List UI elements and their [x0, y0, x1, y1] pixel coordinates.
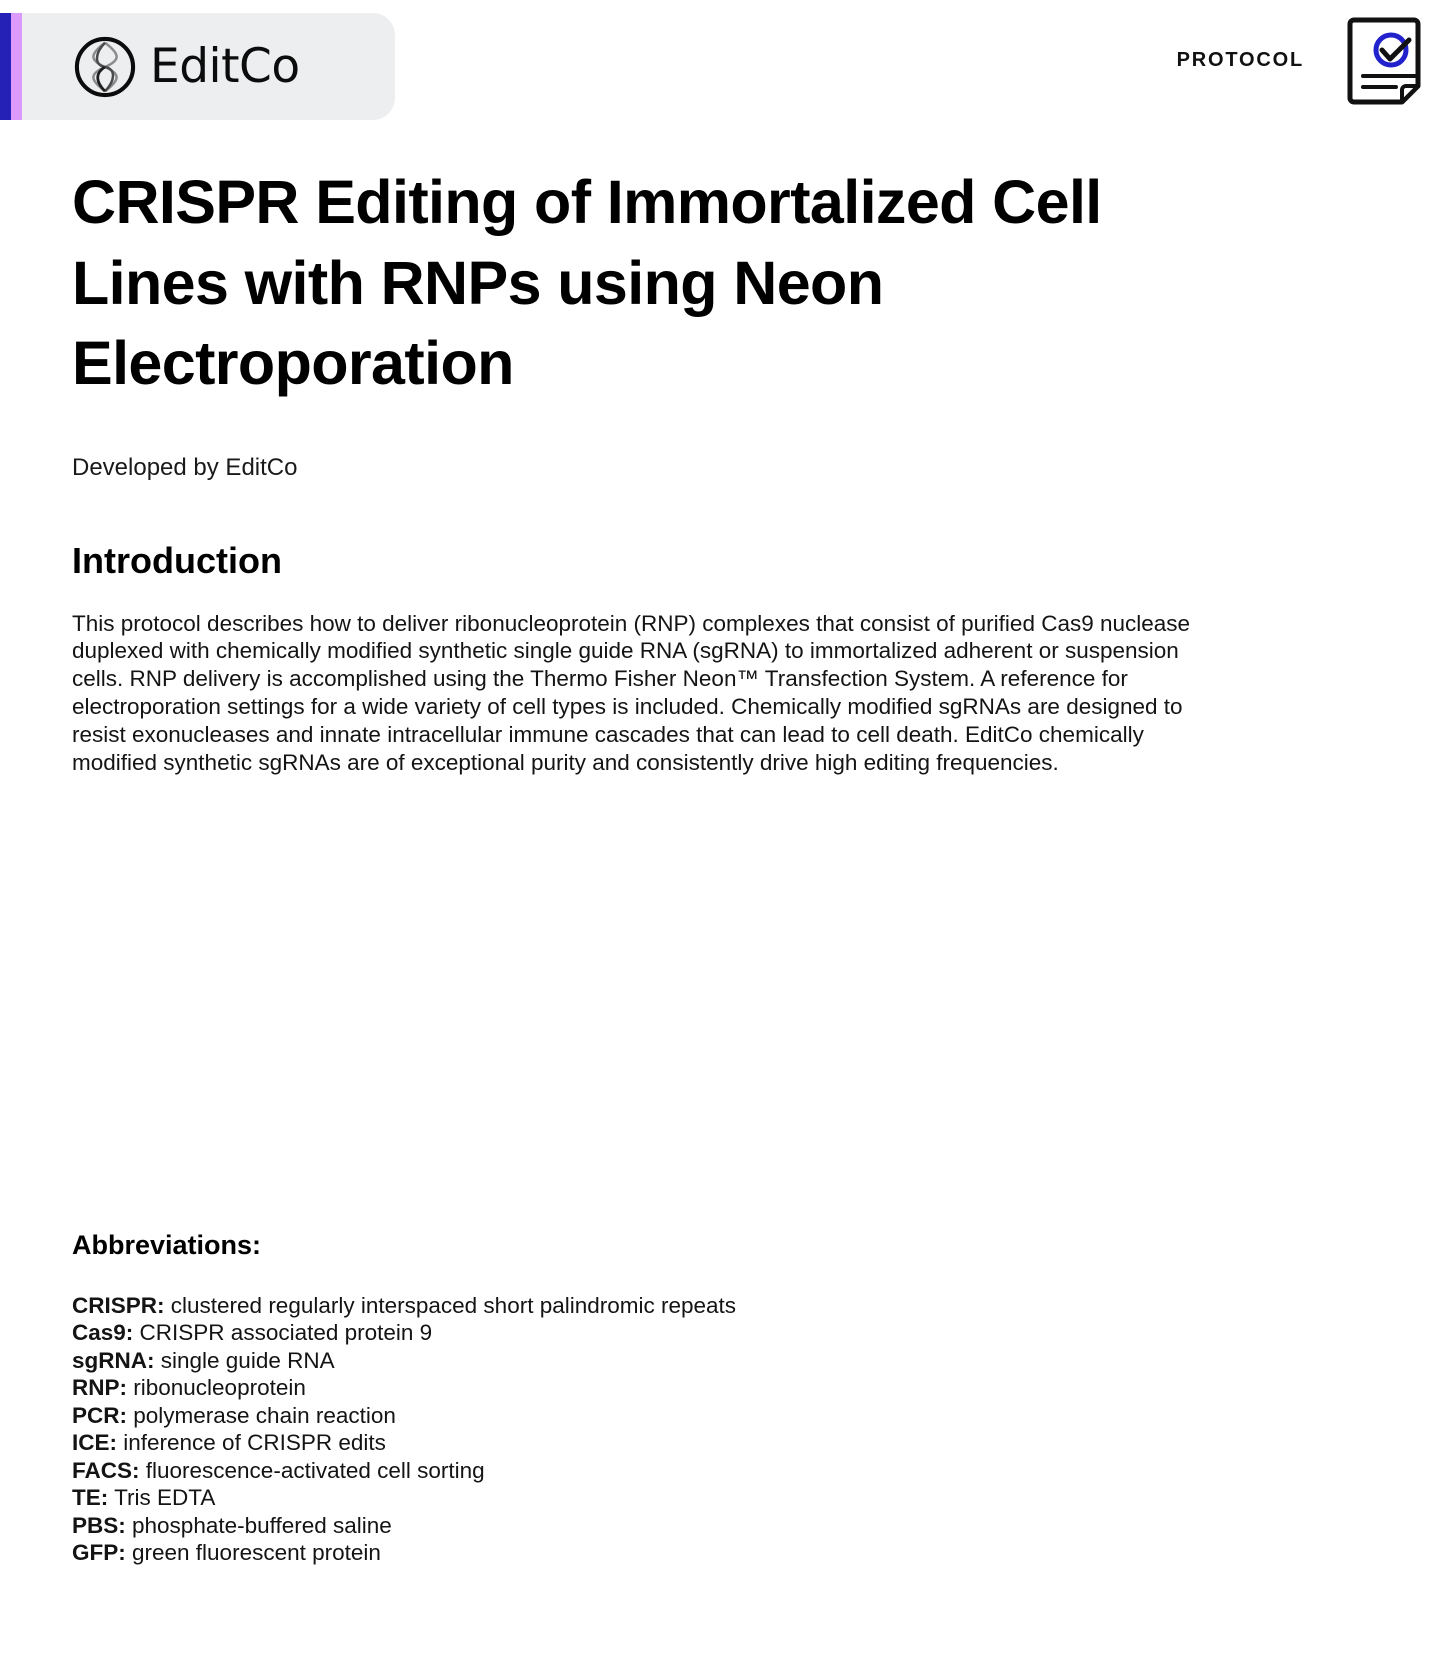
page-title: CRISPR Editing of Immortalized Cell Lines with RNPs using Neon Electroporation	[72, 168, 1102, 398]
protocol-label: PROTOCOL	[1176, 49, 1304, 71]
abbreviation-row	[72, 1512, 736, 1539]
abbreviation-row	[72, 1319, 736, 1346]
page-header	[0, 0, 1456, 130]
abbreviations-list	[72, 1292, 736, 1566]
abbreviation-definition: CRISPR associated protein 9	[133, 1320, 433, 1346]
abbreviation-row	[72, 1374, 736, 1401]
accent-bar-violet	[11, 13, 22, 120]
brand-name: EditCo	[150, 39, 300, 94]
abbreviation-definition: fluorescence-activated cell sorting	[139, 1457, 485, 1483]
document-check-icon	[1346, 14, 1438, 114]
abbreviation-term: CRISPR:	[72, 1293, 165, 1318]
accent-bar-indigo	[0, 13, 11, 120]
section-heading-introduction: Introduction	[72, 539, 282, 581]
document-body	[0, 162, 1456, 777]
logo-plate	[22, 13, 395, 120]
editco-leaf-emblem-icon	[74, 36, 136, 98]
abbreviation-definition: clustered regularly interspaced short palindromic repeats	[164, 1293, 737, 1318]
abbreviations-heading: Abbreviations:	[72, 1230, 262, 1260]
abbreviation-term: PCR:	[72, 1402, 127, 1428]
abbreviation-term: FACS:	[72, 1457, 140, 1483]
brand-logo-block	[0, 13, 395, 120]
abbreviation-row	[72, 1402, 736, 1429]
introduction-paragraph: This protocol describes how to deliver ribonucleoprotein (RNP) complexes that consist of purified Cas9 nuclease duplexed with chemically modified synthetic single guide RNA (sgRNA) to immortalized adherent or suspension cells. RNP delivery is accomplished using the Thermo Fisher Neon™ Transfection System. A reference for electroporation settings for a wide variety of cell types is included. Chemically modified sgRNAs are designed to resist exonucleases and innate intracellular immune cascades that can lead to cell death. EditCo chemically modified synthetic sgRNAs are of exceptional purity and consistently drive high editing frequencies.	[72, 610, 1191, 775]
abbreviation-term: GFP:	[72, 1539, 126, 1565]
abbreviation-row	[72, 1539, 736, 1566]
abbreviation-definition: Tris EDTA	[108, 1485, 216, 1511]
abbreviation-row	[72, 1292, 736, 1319]
abbreviation-definition: single guide RNA	[154, 1347, 335, 1373]
abbreviation-definition: polymerase chain reaction	[127, 1402, 396, 1428]
abbreviation-term: PBS:	[72, 1512, 126, 1538]
abbreviation-term: TE:	[72, 1485, 109, 1511]
abbreviation-definition: ribonucleoprotein	[127, 1375, 306, 1401]
abbreviation-term: RNP:	[72, 1375, 127, 1401]
abbreviation-row	[72, 1347, 736, 1374]
abbreviation-row	[72, 1429, 736, 1456]
byline: Developed by EditCo	[72, 453, 298, 481]
abbreviation-row	[72, 1457, 736, 1484]
abbreviation-definition: phosphate-buffered saline	[125, 1512, 392, 1538]
abbreviation-definition: inference of CRISPR edits	[117, 1430, 386, 1456]
abbreviation-term: sgRNA:	[72, 1347, 155, 1373]
abbreviation-definition: green fluorescent protein	[125, 1539, 381, 1565]
abbreviation-term: Cas9:	[72, 1320, 134, 1346]
abbreviation-term: ICE:	[72, 1430, 117, 1456]
abbreviation-row	[72, 1484, 736, 1511]
